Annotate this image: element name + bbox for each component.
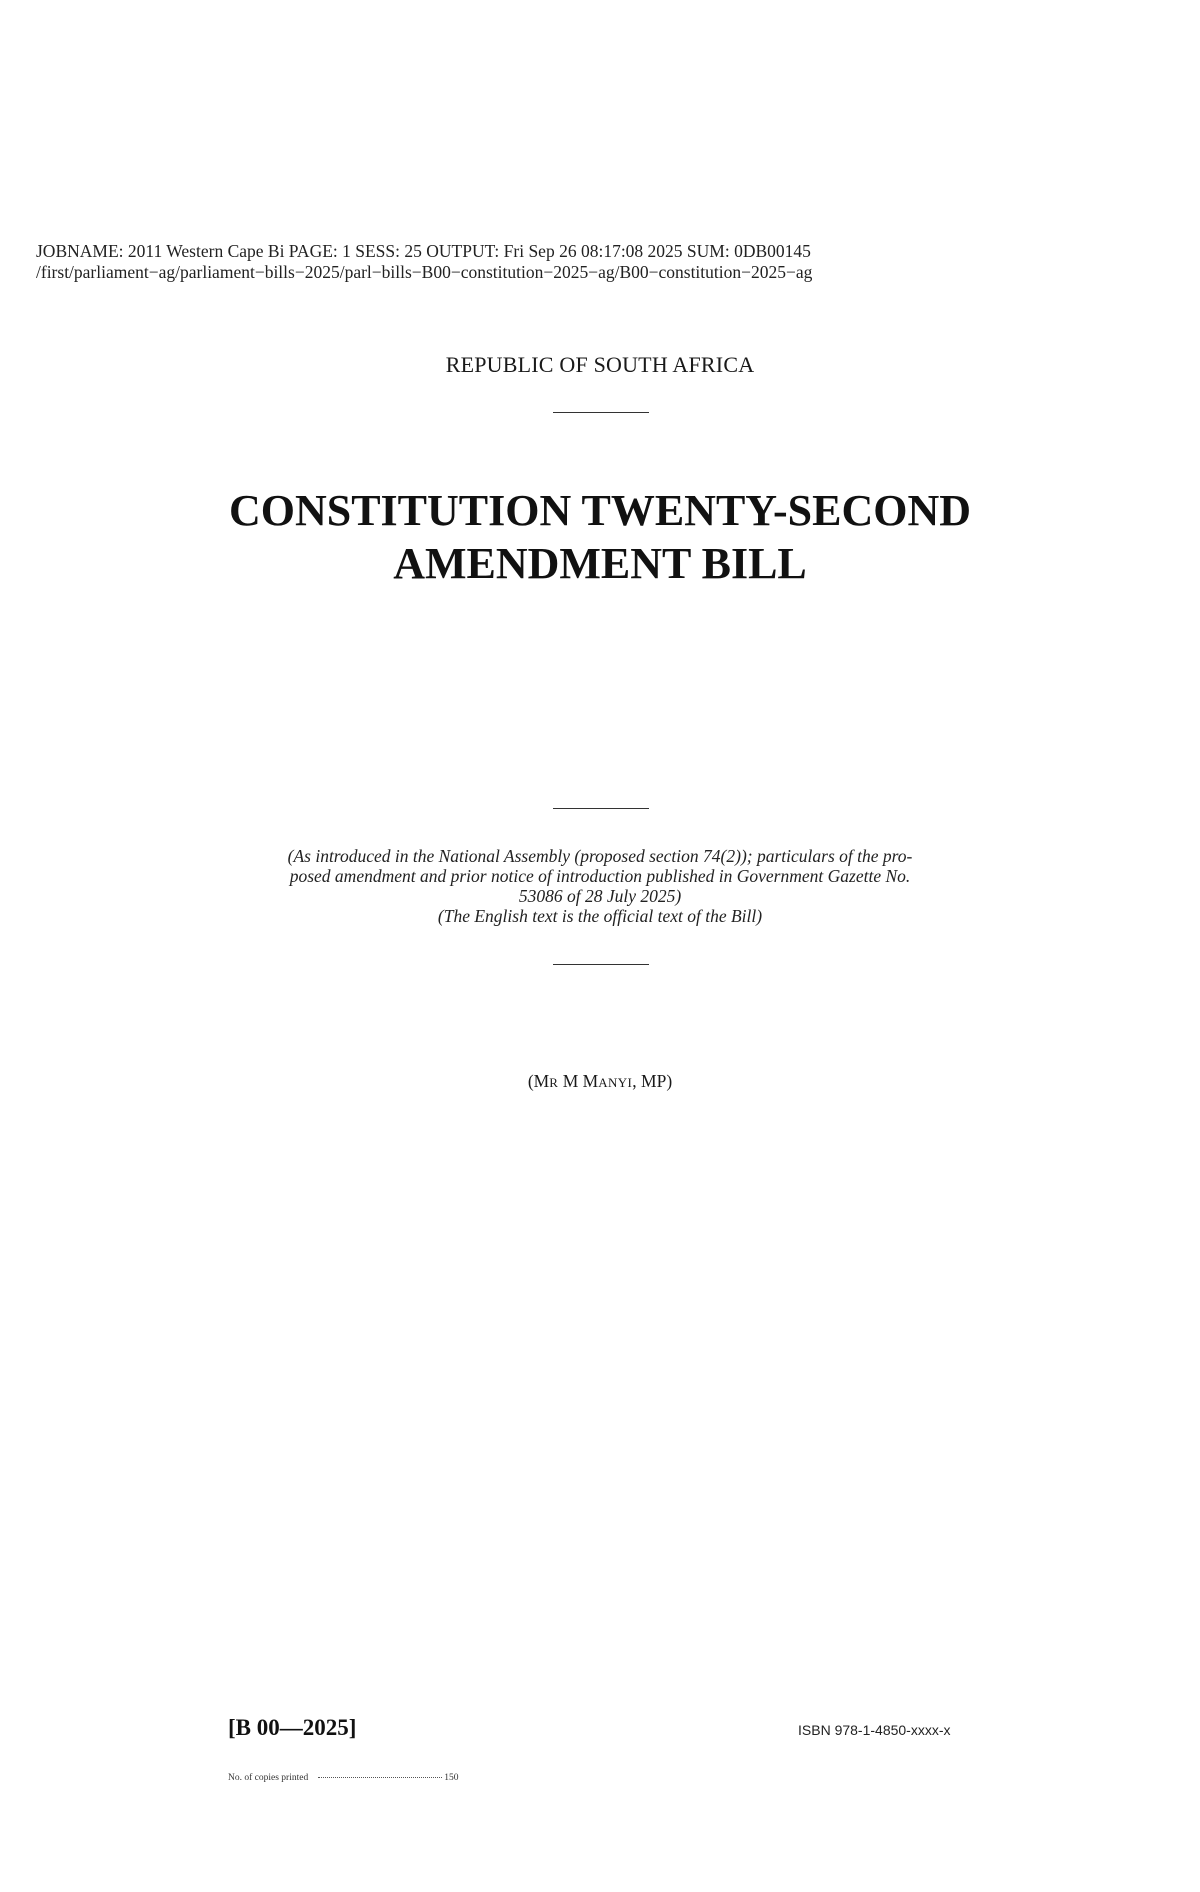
sponsor-surname-smallcaps: ANYI — [598, 1075, 633, 1090]
introduction-line-2: posed amendment and prior notice of introduction published in Government Gazette No. — [289, 866, 911, 886]
bill-number: [B 00—2025] — [228, 1715, 357, 1740]
introduction-line-1: (As introduced in the National Assembly (proposed section 74(2)); particulars of the pro- — [287, 846, 913, 866]
sponsor-open: (M — [527, 1071, 550, 1091]
divider-rule — [553, 412, 649, 413]
isbn-number: ISBN 978-1-4850-xxxx-x — [798, 1722, 951, 1738]
job-file-path: /first/parliament−ag/parliament−bills−2025/parl−bills−B00−constitution−2025−ag/B00−constitution−2025−ag — [36, 262, 813, 282]
job-header-line: JOBNAME: 2011 Western Cape Bi PAGE: 1 SESS: 25 OUTPUT: Fri Sep 26 08:17:08 2025 SUM: 0DB00145 — [36, 241, 811, 261]
introduction-note — [0, 846, 1200, 926]
copies-printed — [228, 1773, 458, 1783]
bill-title — [0, 484, 1200, 590]
sponsor-initial: M M — [558, 1071, 599, 1091]
introduction-line-4: (The English text is the official text of the Bill) — [437, 906, 763, 926]
sponsor-line — [0, 1071, 1200, 1092]
dotted-leader — [318, 1777, 442, 1778]
bill-title-line-2: AMENDMENT BILL — [393, 539, 807, 588]
introduction-line-3: 53086 of 28 July 2025) — [518, 886, 682, 906]
divider-rule — [553, 964, 649, 965]
divider-rule — [553, 808, 649, 809]
sponsor-close: , MP) — [632, 1071, 673, 1091]
sponsor-title-smallcaps: R — [549, 1075, 559, 1090]
copies-label: No. of copies printed — [228, 1773, 309, 1783]
bill-title-line-1: CONSTITUTION TWENTY-SECOND — [228, 486, 972, 535]
republic-heading: REPUBLIC OF SOUTH AFRICA — [445, 352, 755, 377]
copies-value: 150 — [444, 1773, 459, 1783]
